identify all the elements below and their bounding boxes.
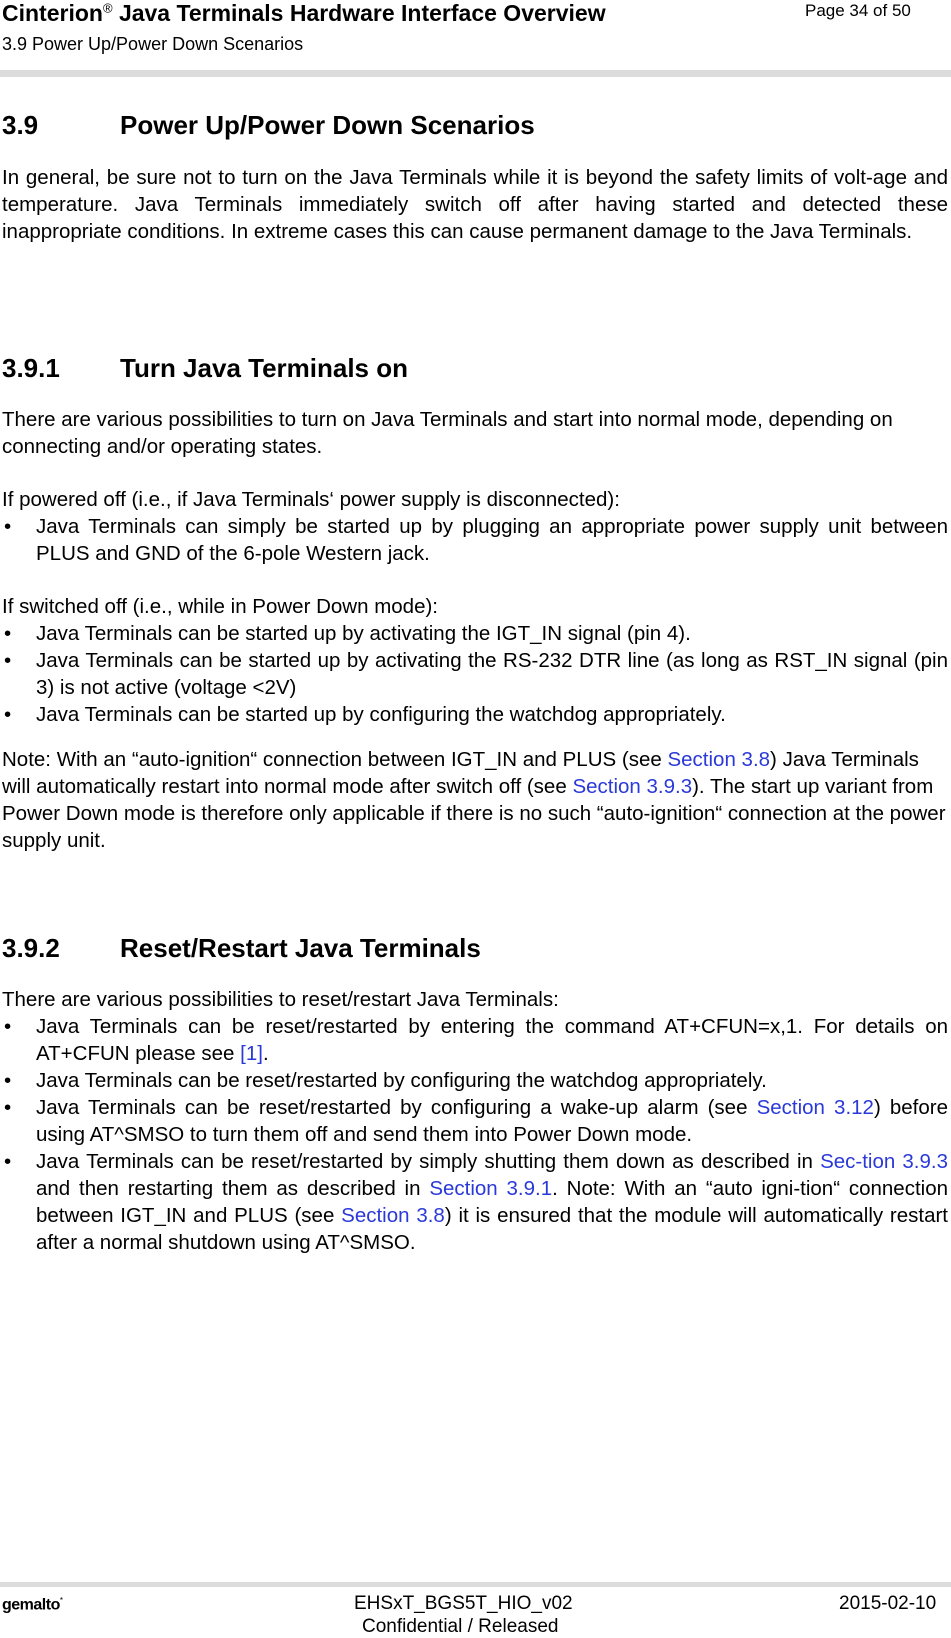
link-section-3-9-3[interactable]: Section 3.9.3 bbox=[572, 775, 693, 798]
document-date: 2015-02-10 bbox=[839, 1593, 937, 1614]
confidentiality-label: Confidential / Released bbox=[362, 1616, 559, 1637]
section-number: 3.9.1 bbox=[2, 353, 60, 383]
footer-divider bbox=[0, 1582, 951, 1587]
gemalto-logo bbox=[2, 1596, 62, 1614]
section-title: Turn Java Terminals on bbox=[120, 353, 409, 383]
section-heading-3-9-1 bbox=[2, 353, 408, 384]
list-item-text: Java Terminals can be reset/restarted by configuring the watchdog appropriately. bbox=[36, 1069, 767, 1092]
list-item bbox=[2, 513, 948, 567]
powered-off-list bbox=[2, 513, 948, 567]
list-item-text: Java Terminals can be reset/restarted by entering the command AT+CFUN=x,1. For details on AT+CFUN please see bbox=[36, 1015, 948, 1065]
list-item bbox=[2, 620, 948, 647]
list-item-text: Java Terminals can simply be started up by plugging an appropriate power supply unit between PLUS and GND of the 6-pole Western jack. bbox=[36, 515, 948, 565]
link-section-3-9-3[interactable]: Sec-tion 3.9.3 bbox=[820, 1150, 948, 1173]
list-item bbox=[2, 1094, 948, 1148]
document-title-text: Java Terminals Hardware Interface Overview bbox=[118, 0, 606, 26]
link-reference-1[interactable]: [1] bbox=[240, 1042, 263, 1065]
list-item bbox=[2, 1013, 948, 1067]
note-text: ) Java Terminals will automatically restart into normal mode after switch off (see bbox=[2, 748, 919, 798]
switched-off-lead: If switched off (i.e., while in Power Down mode): bbox=[2, 595, 438, 618]
page-header bbox=[0, 0, 951, 78]
list-item-text: Java Terminals can be reset/restarted by simply shutting them down as described in bbox=[36, 1150, 821, 1173]
list-item-text: . Note: With an “auto igni-tion“ connection between IGT_IN and PLUS (see bbox=[36, 1177, 949, 1227]
list-item-text: ) it is ensured that the module will automatically restart after a normal shutdown using AT^SMSO. bbox=[36, 1204, 949, 1254]
list-item bbox=[2, 701, 948, 728]
switched-off-list bbox=[2, 620, 948, 728]
bullet-icon: • bbox=[4, 703, 12, 726]
page-number: Page 34 of 50 bbox=[805, 1, 911, 20]
section-number: 3.9.2 bbox=[2, 933, 60, 963]
brand-name: Cinterion bbox=[2, 0, 103, 26]
bullet-icon: • bbox=[4, 1096, 12, 1119]
bullet-icon: • bbox=[4, 649, 12, 672]
link-section-3-8[interactable]: Section 3.8 bbox=[341, 1204, 445, 1227]
powered-off-lead: If powered off (i.e., if Java Terminals‘ power supply is disconnected): bbox=[2, 488, 620, 511]
list-item-text: Java Terminals can be started up by configuring the watchdog appropriately. bbox=[36, 703, 726, 726]
list-item-text: and then restarting them as described in bbox=[36, 1177, 430, 1200]
bullet-icon: • bbox=[4, 1069, 12, 1092]
list-item-text: . bbox=[262, 1042, 269, 1065]
list-item-text: Java Terminals can be started up by activating the RS-232 DTR line (as long as RST_IN signal (pin 3) is not active (voltage <2V) bbox=[36, 649, 948, 699]
bullet-icon: • bbox=[4, 515, 12, 538]
section-title: Reset/Restart Java Terminals bbox=[120, 933, 481, 963]
document-title bbox=[2, 0, 606, 27]
reset-list bbox=[2, 1013, 948, 1256]
list-item bbox=[2, 647, 948, 701]
link-section-3-9-1[interactable]: Section 3.9.1 bbox=[429, 1177, 553, 1200]
link-section-3-8[interactable]: Section 3.8 bbox=[667, 748, 771, 771]
bullet-icon: • bbox=[4, 622, 12, 645]
section-heading-3-9 bbox=[2, 110, 535, 141]
registered-mark: ® bbox=[102, 0, 113, 16]
document-id: EHSxT_BGS5T_HIO_v02 bbox=[354, 1593, 573, 1614]
logo-mark: * bbox=[59, 1596, 63, 1605]
note-text: ). The start up variant from Power Down mode is therefore only applicable if there is no such “auto-ignition“ connection at the power supply unit. bbox=[2, 775, 946, 852]
list-item bbox=[2, 1067, 948, 1094]
section-intro-paragraph: In general, be sure not to turn on the Java Terminals while it is beyond the safety limits of volt-age and temperature. Java Terminals immediately switch off after having started and detected these inappropriate conditions. In extreme cases this can cause permanent damage to the Java Terminals. bbox=[2, 166, 948, 243]
logo-text: gemalto bbox=[2, 1596, 60, 1614]
running-section-title: 3.9 Power Up/Power Down Scenarios bbox=[2, 34, 304, 54]
list-item-text: ) before using AT^SMSO to turn them off and send them into Power Down mode. bbox=[36, 1096, 948, 1146]
section-number: 3.9 bbox=[2, 110, 39, 140]
bullet-icon: • bbox=[4, 1015, 12, 1038]
list-item-text: Java Terminals can be reset/restarted by configuring a wake-up alarm (see bbox=[36, 1096, 757, 1119]
header-divider bbox=[0, 70, 951, 77]
auto-ignition-note bbox=[2, 746, 948, 854]
reset-intro-paragraph: There are various possibilities to reset/restart Java Terminals: bbox=[2, 988, 559, 1011]
bullet-icon: • bbox=[4, 1150, 12, 1173]
section-title: Power Up/Power Down Scenarios bbox=[120, 110, 535, 140]
list-item bbox=[2, 1148, 948, 1256]
section-heading-3-9-2 bbox=[2, 933, 481, 964]
turn-on-intro-paragraph: There are various possibilities to turn on Java Terminals and start into normal mode, depending on connecting and/or operating states. bbox=[2, 408, 893, 458]
list-item-text: Java Terminals can be started up by activating the IGT_IN signal (pin 4). bbox=[36, 622, 691, 645]
note-text: Note: With an “auto-ignition“ connection between IGT_IN and PLUS (see bbox=[2, 748, 668, 771]
link-section-3-12[interactable]: Section 3.12 bbox=[756, 1096, 874, 1119]
